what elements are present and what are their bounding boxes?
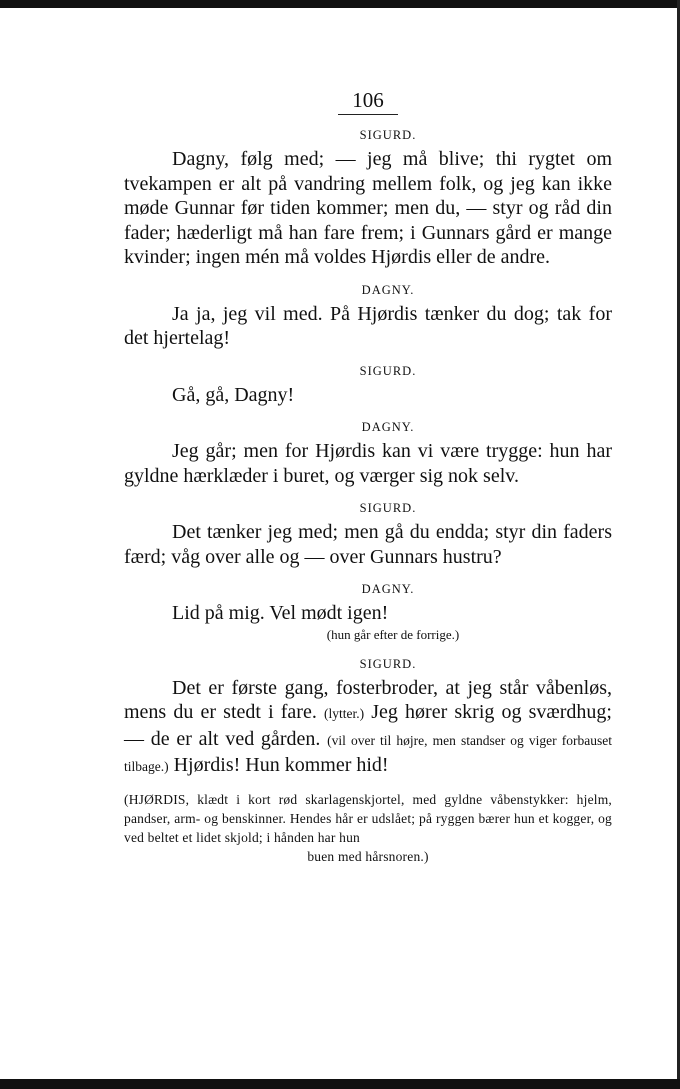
stage-direction-inline: (hun går efter de forrige.)	[326, 626, 460, 642]
stage-direction-block	[124, 790, 612, 866]
speech-text: Ja ja, jeg vil med. På Hjørdis tænker du dog; tak for det hjertelag!	[124, 302, 612, 349]
speech-text	[124, 676, 612, 780]
speech-text: Dagny, følg med; — jeg må blive; thi rygtet om tvekampen er alt på vandring mellem folk, og jeg kan ikke møde Gunnar før tiden kommer; men du, — styr og råd din fader; hæderligt må han fare frem; i Gunnars gård er mange kvinder; ingen mén må voldes Hjørdis eller de andre.	[124, 148, 612, 268]
speaker-label: SIGURD.	[359, 363, 417, 378]
scan-edge-top	[0, 0, 680, 8]
speaker-label: DAGNY.	[361, 582, 415, 596]
speaker-label: SIGURD.	[359, 501, 417, 515]
speech-text: Lid på mig. Vel mødt igen!	[172, 602, 389, 624]
stage-direction-text: (HJØRDIS, klædt i kort rød skarlagenskjortel, med gyldne våbenstykker: hjelm, pandser, arm- og benskinner. Hendes hår er udslået; på ryggen bærer hun et kogger, og ved beltet et lidet skjold; i hånden har hun	[124, 791, 612, 845]
page-body	[124, 88, 612, 866]
speech-text: Jeg går; men for Hjørdis kan vi være trygge: hun har gyldne hærklæder i buret, og værger sig nok selv.	[124, 440, 612, 487]
scan-edge-bottom	[0, 1079, 680, 1089]
page-number: 106	[338, 88, 398, 115]
speech-text: Gå, gå, Dagny!	[172, 383, 295, 406]
speaker-label: SIGURD.	[359, 656, 417, 671]
speech-segment: Det er første gang, fosterbroder, at jeg står våbenløs, mens du er stedt i fare.	[124, 676, 612, 723]
speech-text: Det tænker jeg med; men gå du endda; styr din faders færd; våg over alle og — over Gunnars hustru?	[124, 521, 612, 568]
stage-direction-end: buen med hårsnoren.)	[307, 848, 429, 864]
speaker-label: DAGNY.	[361, 420, 415, 434]
speech-segment: Jeg hører skrig og sværdhug; — de er alt ved gården.	[124, 701, 612, 750]
stage-direction-inline: (lytter.)	[323, 706, 365, 721]
speaker-label: SIGURD.	[359, 128, 417, 142]
speech-segment: Hjørdis! Hun kommer hid!	[173, 754, 389, 776]
speaker-label: DAGNY.	[361, 282, 415, 297]
stage-direction-inline: (vil over til højre, men standser og viger forbauset tilbage.)	[124, 732, 612, 774]
